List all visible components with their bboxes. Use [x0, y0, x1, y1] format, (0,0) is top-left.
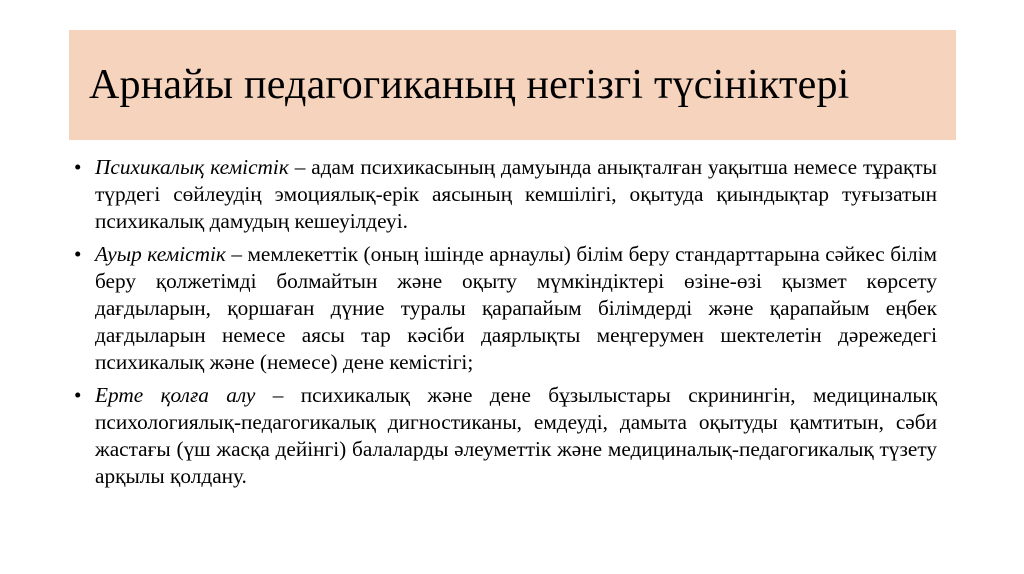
list-item [74, 382, 937, 490]
term: Психикалық кемістік [95, 155, 289, 179]
bullet-marker: • [74, 383, 82, 407]
bullet-marker: • [74, 155, 82, 179]
term: Ауыр кемістік [95, 242, 226, 266]
definition: – мемлекеттік (оның ішінде арнаулы) білім беру стандарттарына сәйкес білім беру қолжетімді болмайтын және оқыту мүмкіндіктері өзіне-өзі қызмет көрсету дағдыларын, қоршаған дүние туралы қарапайым білімдерді және қарапайым еңбек дағдыларын немесе аясы тар кәсіби даярлықты меңгерумен шектелетін дәрежедегі психикалық және (немесе) дене кемістігі; [95, 242, 937, 374]
slide-title: Арнайы педагогиканың негізгі түсініктері [89, 62, 850, 108]
bullet-list [74, 154, 937, 496]
list-item [74, 241, 937, 376]
definition: – психикалық және дене бұзылыстары скринингін, медициналық психологиялық-педагогикалық дигностиканы, емдеуді, дамыта оқытуды қамтитын, сәби жастағы (үш жасқа дейінгі) балаларды әлеуметтік және медициналық-педагогикалық түзету арқылы қолдану. [95, 383, 937, 488]
list-item [74, 154, 937, 235]
term: Ерте қолға алу [95, 383, 256, 407]
definition: – адам психикасының дамуында анықталған уақытша немесе тұрақты түрдегі сөйлеудің эмоциялық-ерік аясының кемшілігі, оқытуда қиындықтар туғызатын психикалық дамудың кешеуілдеуі. [95, 155, 937, 233]
title-bar [69, 30, 956, 140]
bullet-marker: • [74, 242, 82, 266]
